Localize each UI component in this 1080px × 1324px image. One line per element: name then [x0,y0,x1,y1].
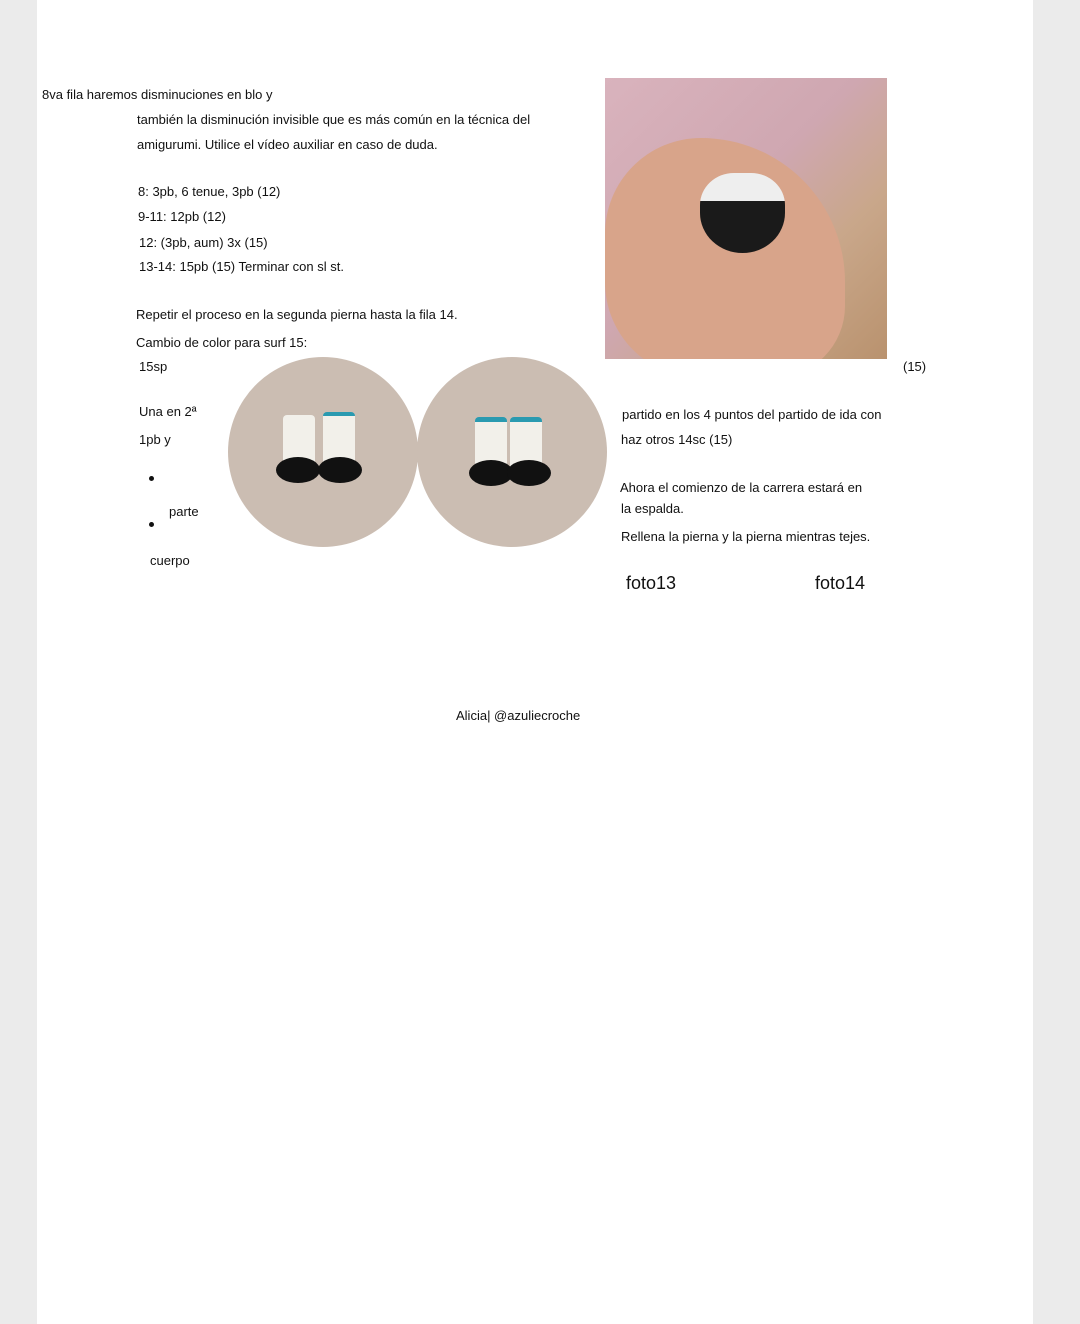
footer-credit: Alicia| @azuliecroche [456,708,581,723]
text-line: haz otros 14sc (15) [621,432,733,447]
text-line: Una en 2ª [139,404,197,419]
row-12: 12: (3pb, aum) 3x (15) [139,235,268,250]
text-line: parte [169,504,199,519]
text-line: Ahora el comienzo de la carrera estará en [620,480,863,495]
text-line: Repetir el proceso en la segunda pierna hasta la fila 14. [136,307,458,322]
bullet [149,476,154,481]
text-line: 8va fila haremos disminuciones en blo y [42,87,273,102]
row-9-11: 9-11: 12pb (12) [138,209,226,224]
photo-hand-amigurumi [605,78,887,359]
text-line: amigurumi. Utilice el vídeo auxiliar en caso de duda. [137,137,438,152]
bullet [149,522,154,527]
text-line: 15sp [139,359,168,374]
text-line: (15) [903,359,927,374]
text-line: cuerpo [150,553,190,568]
photo-caption-14: foto14 [815,573,866,593]
amigurumi-shape [700,173,785,253]
text-line: partido en los 4 puntos del partido de ida con [622,407,882,422]
text-line: la espalda. [621,501,684,516]
text-line: Cambio de color para surf 15: [136,335,308,350]
row-8: 8: 3pb, 6 tenue, 3pb (12) [138,184,281,199]
photo-caption-13: foto13 [626,573,677,593]
text-line: 1pb y [139,432,171,447]
photo-legs-circle-1 [228,357,418,547]
photo-legs-circle-2 [417,357,607,547]
row-13-14: 13-14: 15pb (15) Terminar con sl st. [139,259,344,274]
text-line: también la disminución invisible que es más común en la técnica del [137,112,531,127]
text-line: Rellena la pierna y la pierna mientras tejes. [621,529,871,544]
